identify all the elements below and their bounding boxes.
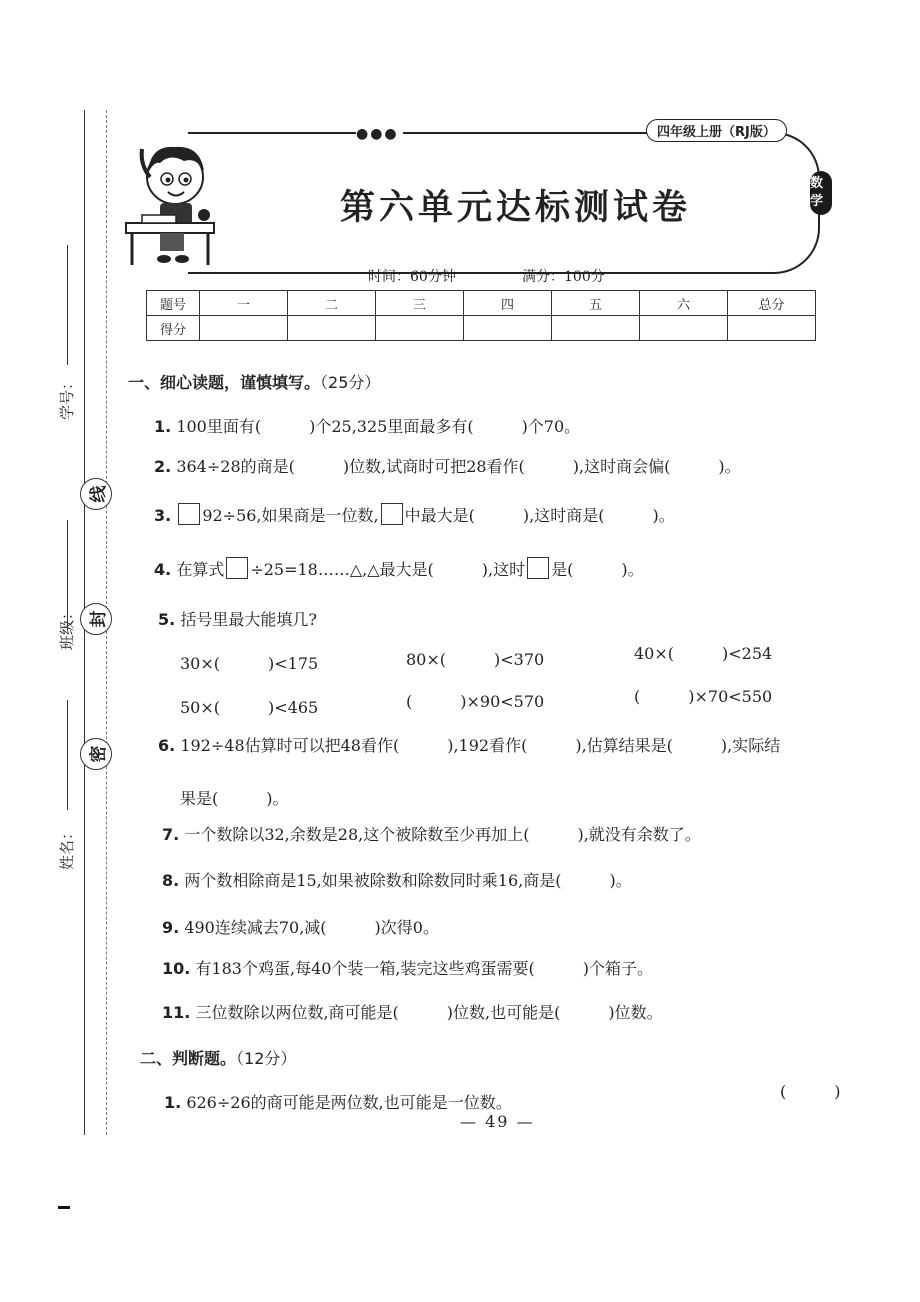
seal-mi: 密 bbox=[80, 738, 112, 770]
score-cell[interactable] bbox=[376, 316, 464, 341]
question-number: 1. bbox=[154, 417, 172, 436]
score-cell[interactable] bbox=[200, 316, 288, 341]
question-number: 4. bbox=[154, 560, 172, 579]
page-number: — 49 — bbox=[460, 1112, 535, 1131]
header-dots: ●●● bbox=[356, 126, 403, 142]
score-cell[interactable] bbox=[728, 316, 816, 341]
q5-item: 50×( )<465 bbox=[180, 698, 319, 717]
scan-mark bbox=[58, 1206, 70, 1209]
student-no-blank[interactable] bbox=[67, 245, 68, 365]
blank-box[interactable] bbox=[381, 503, 403, 525]
question-text: ÷25=18……△,△最大是( ),这时 bbox=[250, 560, 526, 579]
question-text: 100里面有( )个25,325里面最多有( )个70。 bbox=[176, 417, 581, 436]
question-11 bbox=[162, 1000, 663, 1023]
q5-item: 80×( )<370 bbox=[406, 650, 545, 669]
question-text: 在算式 bbox=[176, 560, 225, 579]
question-10 bbox=[162, 956, 653, 979]
question-number: 5. bbox=[158, 610, 176, 629]
score-cell[interactable] bbox=[640, 316, 728, 341]
question-8 bbox=[162, 868, 632, 891]
question-text: 是( )。 bbox=[551, 560, 644, 579]
judgment-answer-paren[interactable]: ( ) bbox=[780, 1082, 841, 1101]
section-2-heading bbox=[140, 1046, 296, 1069]
score-cell[interactable] bbox=[552, 316, 640, 341]
student-mascot-illustration bbox=[120, 135, 220, 275]
score-row-label: 得分 bbox=[147, 316, 200, 341]
question-number: 1. bbox=[164, 1093, 182, 1112]
section-1-title: 一、细心读题，谨慎填写。 bbox=[128, 373, 321, 392]
score-table-header-row bbox=[147, 291, 816, 316]
question-text: 三位数除以两位数,商可能是( )位数,也可能是( )位数。 bbox=[195, 1003, 663, 1022]
question-6-continuation: 果是( )。 bbox=[180, 789, 289, 808]
q5-item: 40×( )<254 bbox=[634, 644, 773, 663]
question-text: 括号里最大能填几? bbox=[180, 610, 317, 629]
section-1-points: （25分） bbox=[320, 373, 381, 392]
score-table-label: 题号 bbox=[147, 291, 200, 316]
score-col-6: 六 bbox=[640, 291, 728, 316]
question-number: 7. bbox=[162, 825, 180, 844]
section-2-title: 二、判断题。 bbox=[140, 1049, 237, 1068]
full-marks: 满分：100分 bbox=[522, 269, 605, 285]
score-col-total: 总分 bbox=[728, 291, 816, 316]
question-text: 364÷28的商是( )位数,试商时可把28看作( ),这时商会偏( )。 bbox=[176, 457, 741, 476]
class-label: 班级： bbox=[58, 604, 76, 650]
blank-box[interactable] bbox=[178, 503, 200, 525]
section-2-points: （12分） bbox=[236, 1049, 297, 1068]
question-text: 中最大是( ),这时商是( )。 bbox=[404, 506, 675, 525]
grade-tag: 四年级上册（RJ版） bbox=[646, 119, 787, 142]
question-1 bbox=[154, 414, 580, 437]
question-text: 490连续减去70,减( )次得0。 bbox=[184, 918, 439, 937]
question-number: 11. bbox=[162, 1003, 191, 1022]
question-7 bbox=[162, 822, 701, 845]
question-text: 两个数相除商是15,如果被除数和除数同时乘16,商是( )。 bbox=[184, 871, 632, 890]
score-col-1: 一 bbox=[200, 291, 288, 316]
question-text: 一个数除以32,余数是28,这个被除数至少再加上( ),就没有余数了。 bbox=[184, 825, 701, 844]
question-2 bbox=[154, 454, 741, 477]
exam-time: 时间：60分钟 bbox=[368, 269, 456, 285]
q5-item: ( )×70<550 bbox=[634, 687, 773, 706]
subject-badge: 数学 bbox=[810, 171, 832, 215]
student-no-label: 学号： bbox=[58, 374, 76, 420]
score-table bbox=[146, 290, 816, 341]
blank-box[interactable] bbox=[527, 557, 549, 579]
score-col-4: 四 bbox=[464, 291, 552, 316]
question-number: 8. bbox=[162, 871, 180, 890]
question-3 bbox=[154, 503, 675, 526]
q5-item: ( )×90<570 bbox=[406, 692, 545, 711]
question-text: 92÷56,如果商是一位数, bbox=[202, 506, 379, 525]
name-label: 姓名： bbox=[58, 824, 76, 870]
score-cell[interactable] bbox=[288, 316, 376, 341]
question-9 bbox=[162, 915, 439, 938]
question-number: 10. bbox=[162, 959, 191, 978]
score-col-2: 二 bbox=[288, 291, 376, 316]
judgment-1 bbox=[164, 1090, 512, 1113]
seal-feng: 封 bbox=[80, 603, 112, 635]
question-text: 有183个鸡蛋,每40个装一箱,装完这些鸡蛋需要( )个箱子。 bbox=[195, 959, 653, 978]
score-table-score-row bbox=[147, 316, 816, 341]
question-number: 9. bbox=[162, 918, 180, 937]
q5-item: 30×( )<175 bbox=[180, 654, 319, 673]
score-col-5: 五 bbox=[552, 291, 640, 316]
question-4 bbox=[154, 557, 644, 580]
question-number: 6. bbox=[158, 736, 176, 755]
page-title: 第六单元达标测试卷 bbox=[340, 188, 692, 228]
blank-box[interactable] bbox=[226, 557, 248, 579]
section-1-heading bbox=[128, 370, 380, 393]
question-text: 192÷48估算时可以把48看作( ),192看作( ),估算结果是( ),实际结 bbox=[180, 736, 781, 755]
question-number: 2. bbox=[154, 457, 172, 476]
seal-xian: 线 bbox=[80, 478, 112, 510]
score-cell[interactable] bbox=[464, 316, 552, 341]
score-col-3: 三 bbox=[376, 291, 464, 316]
question-number: 3. bbox=[154, 506, 172, 525]
name-blank[interactable] bbox=[67, 700, 68, 810]
question-text: 626÷26的商可能是两位数,也可能是一位数。 bbox=[186, 1093, 512, 1112]
question-5 bbox=[158, 607, 317, 630]
question-6 bbox=[158, 733, 780, 756]
